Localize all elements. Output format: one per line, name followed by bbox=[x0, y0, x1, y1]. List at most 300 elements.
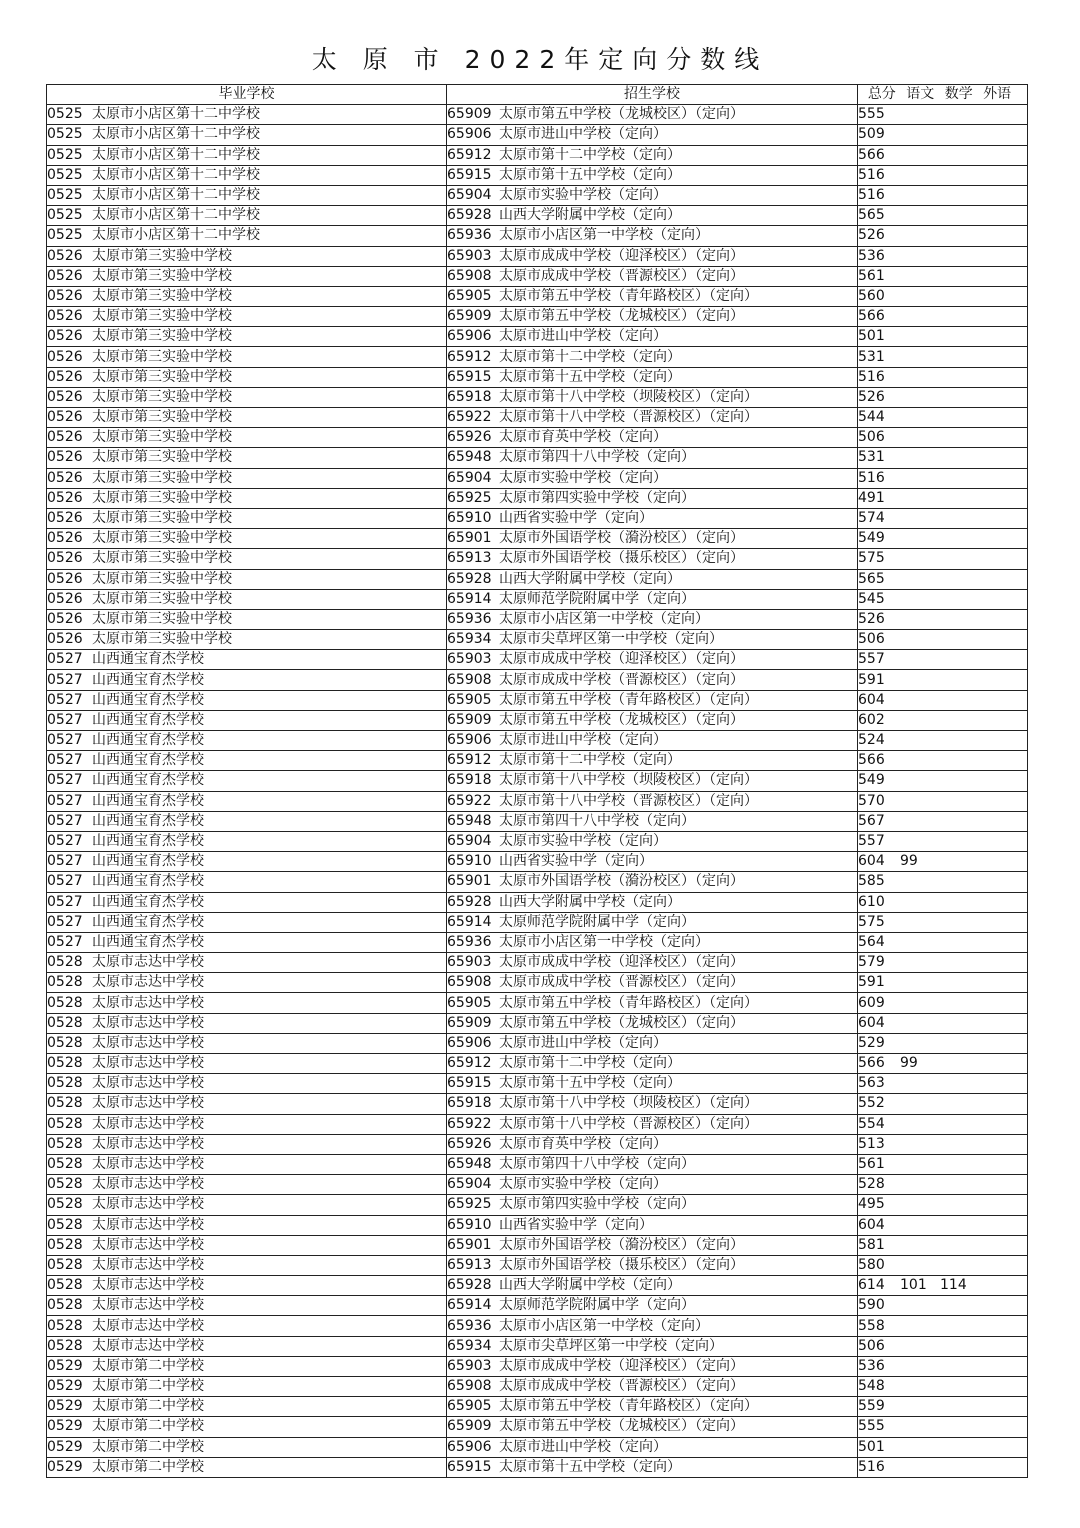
total-score: 559 bbox=[858, 1398, 885, 1415]
graduate-code: 0528 bbox=[47, 1277, 83, 1294]
table-row bbox=[47, 428, 1028, 448]
admit-school-cell bbox=[447, 508, 858, 528]
table-row bbox=[47, 1175, 1028, 1195]
admit-name: 太原市第四十八中学校（定向） bbox=[499, 449, 695, 466]
admit-school-cell bbox=[447, 751, 858, 771]
admit-school-cell bbox=[447, 811, 858, 831]
score-cell bbox=[858, 932, 1028, 952]
admit-school-cell bbox=[447, 1134, 858, 1154]
admit-name: 太原市进山中学校（定向） bbox=[499, 732, 667, 749]
admit-school-cell bbox=[447, 327, 858, 347]
graduate-code: 0528 bbox=[47, 1256, 83, 1273]
admit-school-cell bbox=[447, 1377, 858, 1397]
graduate-code: 0528 bbox=[47, 1055, 83, 1072]
admit-school-cell bbox=[447, 145, 858, 165]
graduate-code: 0526 bbox=[47, 449, 83, 466]
graduate-name: 太原市志达中学校 bbox=[92, 1277, 204, 1294]
score-cell bbox=[858, 569, 1028, 589]
total-score: 561 bbox=[858, 267, 885, 284]
admit-name: 太原市成成中学校（晋源校区）（定向） bbox=[499, 267, 744, 284]
admit-name: 太原市第十八中学校（坝陵校区）（定向） bbox=[499, 772, 758, 789]
graduate-name: 山西通宝育杰学校 bbox=[92, 792, 204, 809]
graduate-name: 太原市第三实验中学校 bbox=[92, 570, 232, 587]
admit-school-cell bbox=[447, 892, 858, 912]
admit-name: 太原市第十二中学校（定向） bbox=[499, 348, 681, 365]
graduate-code: 0527 bbox=[47, 732, 83, 749]
chinese-score: 99 bbox=[900, 1055, 918, 1072]
total-score: 506 bbox=[858, 1337, 885, 1354]
graduate-school-cell bbox=[47, 1417, 447, 1437]
graduate-name: 太原市小店区第十二中学校 bbox=[92, 146, 260, 163]
admit-school-cell bbox=[447, 488, 858, 508]
graduate-code: 0526 bbox=[47, 469, 83, 486]
score-cell bbox=[858, 1215, 1028, 1235]
admit-school-cell bbox=[447, 932, 858, 952]
admit-code: 65913 bbox=[447, 550, 492, 567]
graduate-school-cell bbox=[47, 549, 447, 569]
admit-name: 太原市第五中学校（龙城校区）（定向） bbox=[499, 711, 744, 728]
admit-code: 65906 bbox=[447, 126, 492, 143]
admit-code: 65912 bbox=[447, 752, 492, 769]
admit-school-cell bbox=[447, 1336, 858, 1356]
graduate-code: 0526 bbox=[47, 530, 83, 547]
graduate-school-cell bbox=[47, 1033, 447, 1053]
table-row bbox=[47, 993, 1028, 1013]
total-score: 516 bbox=[858, 368, 885, 385]
graduate-name: 太原市志达中学校 bbox=[92, 1115, 204, 1132]
admit-school-cell bbox=[447, 226, 858, 246]
total-score: 591 bbox=[858, 974, 885, 991]
admit-school-cell bbox=[447, 1195, 858, 1215]
graduate-name: 太原市志达中学校 bbox=[92, 954, 204, 971]
score-cell bbox=[858, 973, 1028, 993]
graduate-code: 0525 bbox=[47, 207, 83, 224]
table-row bbox=[47, 872, 1028, 892]
table-row bbox=[47, 1397, 1028, 1417]
table-row bbox=[47, 125, 1028, 145]
admit-name: 太原市第五中学校（龙城校区）（定向） bbox=[499, 308, 744, 325]
graduate-name: 山西通宝育杰学校 bbox=[92, 772, 204, 789]
admit-school-cell bbox=[447, 1397, 858, 1417]
admit-school-cell bbox=[447, 246, 858, 266]
header-admit-school: 招生学校 bbox=[447, 85, 858, 105]
graduate-name: 太原市小店区第十二中学校 bbox=[92, 126, 260, 143]
graduate-school-cell bbox=[47, 872, 447, 892]
graduate-code: 0528 bbox=[47, 1236, 83, 1253]
graduate-name: 太原市志达中学校 bbox=[92, 1055, 204, 1072]
graduate-name: 太原市第三实验中学校 bbox=[92, 590, 232, 607]
score-cell bbox=[858, 1417, 1028, 1437]
score-cell bbox=[858, 105, 1028, 125]
graduate-school-cell bbox=[47, 468, 447, 488]
graduate-name: 太原市第三实验中学校 bbox=[92, 469, 232, 486]
total-score: 565 bbox=[858, 207, 885, 224]
score-cell bbox=[858, 387, 1028, 407]
admit-name: 太原市第四十八中学校（定向） bbox=[499, 1156, 695, 1173]
graduate-name: 太原市志达中学校 bbox=[92, 1317, 204, 1334]
admit-school-cell bbox=[447, 428, 858, 448]
table-row bbox=[47, 246, 1028, 266]
total-score: 554 bbox=[858, 1115, 885, 1132]
admit-code: 65948 bbox=[447, 449, 492, 466]
admit-name: 太原市小店区第一中学校（定向） bbox=[499, 610, 709, 627]
admit-code: 65910 bbox=[447, 853, 492, 870]
score-cell bbox=[858, 609, 1028, 629]
graduate-code: 0525 bbox=[47, 166, 83, 183]
total-score: 501 bbox=[858, 1438, 885, 1455]
graduate-code: 0526 bbox=[47, 550, 83, 567]
total-score: 501 bbox=[858, 328, 885, 345]
score-cell bbox=[858, 630, 1028, 650]
admit-school-cell bbox=[447, 1033, 858, 1053]
admit-name: 太原市第五中学校（青年路校区）（定向） bbox=[499, 994, 758, 1011]
admit-code: 65936 bbox=[447, 1317, 492, 1334]
total-score: 558 bbox=[858, 1317, 885, 1334]
graduate-school-cell bbox=[47, 1215, 447, 1235]
score-cell bbox=[858, 791, 1028, 811]
score-cell bbox=[858, 508, 1028, 528]
admit-code: 65915 bbox=[447, 1075, 492, 1092]
graduate-school-cell bbox=[47, 1457, 447, 1477]
admit-code: 65928 bbox=[447, 207, 492, 224]
total-score: 574 bbox=[858, 510, 885, 527]
admit-code: 65901 bbox=[447, 873, 492, 890]
admit-name: 太原市第五中学校（龙城校区）（定向） bbox=[499, 1418, 744, 1435]
table-row bbox=[47, 347, 1028, 367]
table-row bbox=[47, 1457, 1028, 1477]
graduate-name: 太原市志达中学校 bbox=[92, 1156, 204, 1173]
graduate-school-cell bbox=[47, 1235, 447, 1255]
admit-name: 太原市成成中学校（晋源校区）（定向） bbox=[499, 974, 744, 991]
admit-code: 65925 bbox=[447, 489, 492, 506]
graduate-name: 太原市志达中学校 bbox=[92, 1297, 204, 1314]
admit-code: 65928 bbox=[447, 1277, 492, 1294]
score-cell bbox=[858, 731, 1028, 751]
admit-code: 65906 bbox=[447, 1034, 492, 1051]
admit-code: 65908 bbox=[447, 1378, 492, 1395]
graduate-code: 0525 bbox=[47, 106, 83, 123]
graduate-name: 太原市第三实验中学校 bbox=[92, 631, 232, 648]
graduate-school-cell bbox=[47, 650, 447, 670]
table-row bbox=[47, 1417, 1028, 1437]
admit-code: 65906 bbox=[447, 732, 492, 749]
admit-code: 65936 bbox=[447, 227, 492, 244]
table-row bbox=[47, 710, 1028, 730]
graduate-code: 0527 bbox=[47, 691, 83, 708]
total-score: 529 bbox=[858, 1034, 885, 1051]
total-score: 552 bbox=[858, 1095, 885, 1112]
graduate-name: 太原市第三实验中学校 bbox=[92, 308, 232, 325]
total-score: 591 bbox=[858, 671, 885, 688]
graduate-code: 0526 bbox=[47, 409, 83, 426]
graduate-school-cell bbox=[47, 912, 447, 932]
admit-name: 太原市第十五中学校（定向） bbox=[499, 368, 681, 385]
graduate-school-cell bbox=[47, 932, 447, 952]
graduate-code: 0526 bbox=[47, 348, 83, 365]
total-score: 524 bbox=[858, 732, 885, 749]
score-cell bbox=[858, 1154, 1028, 1174]
admit-name: 太原市外国语学校（摄乐校区）（定向） bbox=[499, 550, 744, 567]
graduate-name: 太原市第三实验中学校 bbox=[92, 368, 232, 385]
graduate-name: 山西通宝育杰学校 bbox=[92, 873, 204, 890]
graduate-code: 0528 bbox=[47, 1337, 83, 1354]
table-row bbox=[47, 448, 1028, 468]
score-cell bbox=[858, 1397, 1028, 1417]
admit-code: 65936 bbox=[447, 933, 492, 950]
admit-school-cell bbox=[447, 347, 858, 367]
graduate-code: 0527 bbox=[47, 893, 83, 910]
admit-name: 太原市小店区第一中学校（定向） bbox=[499, 933, 709, 950]
admit-school-cell bbox=[447, 690, 858, 710]
table-row bbox=[47, 145, 1028, 165]
table-row bbox=[47, 408, 1028, 428]
admit-code: 65910 bbox=[447, 1216, 492, 1233]
total-score: 557 bbox=[858, 833, 885, 850]
graduate-code: 0527 bbox=[47, 833, 83, 850]
graduate-school-cell bbox=[47, 852, 447, 872]
table-row bbox=[47, 1094, 1028, 1114]
graduate-name: 太原市第二中学校 bbox=[92, 1357, 204, 1374]
total-score: 544 bbox=[858, 409, 885, 426]
graduate-name: 太原市小店区第十二中学校 bbox=[92, 106, 260, 123]
admit-school-cell bbox=[447, 1417, 858, 1437]
admit-name: 太原市成成中学校（迎泽校区）（定向） bbox=[499, 954, 744, 971]
admit-code: 65918 bbox=[447, 772, 492, 789]
admit-code: 65928 bbox=[447, 893, 492, 910]
admit-school-cell bbox=[447, 165, 858, 185]
total-score: 570 bbox=[858, 792, 885, 809]
admit-school-cell bbox=[447, 630, 858, 650]
graduate-school-cell bbox=[47, 1377, 447, 1397]
admit-code: 65913 bbox=[447, 1256, 492, 1273]
graduate-name: 太原市志达中学校 bbox=[92, 1034, 204, 1051]
graduate-school-cell bbox=[47, 125, 447, 145]
table-row bbox=[47, 468, 1028, 488]
table-row bbox=[47, 206, 1028, 226]
score-cell bbox=[858, 125, 1028, 145]
score-cell bbox=[858, 307, 1028, 327]
admit-name: 太原市第十五中学校（定向） bbox=[499, 166, 681, 183]
graduate-name: 山西通宝育杰学校 bbox=[92, 893, 204, 910]
graduate-school-cell bbox=[47, 771, 447, 791]
admit-code: 65904 bbox=[447, 1176, 492, 1193]
total-score: 604 bbox=[858, 853, 885, 870]
admit-name: 太原市进山中学校（定向） bbox=[499, 126, 667, 143]
table-row bbox=[47, 973, 1028, 993]
score-cell bbox=[858, 751, 1028, 771]
graduate-code: 0527 bbox=[47, 933, 83, 950]
page-title: 太 原 市 2022年定向分数线 bbox=[311, 45, 769, 74]
graduate-code: 0526 bbox=[47, 631, 83, 648]
table-row bbox=[47, 1033, 1028, 1053]
admit-school-cell bbox=[447, 125, 858, 145]
graduate-code: 0529 bbox=[47, 1398, 83, 1415]
score-cell bbox=[858, 710, 1028, 730]
admit-code: 65912 bbox=[447, 348, 492, 365]
table-row bbox=[47, 912, 1028, 932]
admit-code: 65909 bbox=[447, 1418, 492, 1435]
admit-code: 65901 bbox=[447, 1236, 492, 1253]
score-cell bbox=[858, 448, 1028, 468]
total-score: 566 bbox=[858, 146, 885, 163]
admit-code: 65901 bbox=[447, 530, 492, 547]
score-cell bbox=[858, 589, 1028, 609]
graduate-code: 0526 bbox=[47, 570, 83, 587]
admit-code: 65905 bbox=[447, 287, 492, 304]
table-header-row bbox=[47, 85, 1028, 105]
total-score: 555 bbox=[858, 1418, 885, 1435]
graduate-school-cell bbox=[47, 408, 447, 428]
admit-name: 太原市第四十八中学校（定向） bbox=[499, 812, 695, 829]
graduate-school-cell bbox=[47, 1276, 447, 1296]
admit-school-cell bbox=[447, 589, 858, 609]
score-cell bbox=[858, 226, 1028, 246]
graduate-name: 太原市第二中学校 bbox=[92, 1438, 204, 1455]
graduate-code: 0528 bbox=[47, 1034, 83, 1051]
total-score: 585 bbox=[858, 873, 885, 890]
table-row bbox=[47, 1054, 1028, 1074]
graduate-name: 太原市志达中学校 bbox=[92, 1236, 204, 1253]
admit-code: 65905 bbox=[447, 994, 492, 1011]
graduate-name: 太原市第三实验中学校 bbox=[92, 489, 232, 506]
graduate-name: 太原市志达中学校 bbox=[92, 1014, 204, 1031]
total-score: 506 bbox=[858, 429, 885, 446]
admit-name: 太原市第十八中学校（晋源校区）（定向） bbox=[499, 1115, 758, 1132]
graduate-code: 0526 bbox=[47, 308, 83, 325]
graduate-school-cell bbox=[47, 953, 447, 973]
admit-code: 65934 bbox=[447, 1337, 492, 1354]
admit-code: 65928 bbox=[447, 570, 492, 587]
admit-name: 太原市成成中学校（晋源校区）（定向） bbox=[499, 1378, 744, 1395]
graduate-code: 0526 bbox=[47, 388, 83, 405]
admit-code: 65926 bbox=[447, 429, 492, 446]
table-row bbox=[47, 650, 1028, 670]
graduate-name: 太原市第三实验中学校 bbox=[92, 550, 232, 567]
graduate-code: 0528 bbox=[47, 1075, 83, 1092]
score-cell bbox=[858, 206, 1028, 226]
graduate-name: 太原市小店区第十二中学校 bbox=[92, 227, 260, 244]
admit-school-cell bbox=[447, 286, 858, 306]
math-score: 114 bbox=[940, 1277, 967, 1294]
admit-name: 山西大学附属中学校（定向） bbox=[499, 570, 681, 587]
admit-code: 65918 bbox=[447, 388, 492, 405]
graduate-code: 0526 bbox=[47, 510, 83, 527]
score-cell bbox=[858, 549, 1028, 569]
table-row bbox=[47, 1437, 1028, 1457]
table-row bbox=[47, 286, 1028, 306]
score-cell bbox=[858, 831, 1028, 851]
admit-name: 太原市外国语学校（漪汾校区）（定向） bbox=[499, 530, 744, 547]
admit-name: 太原市外国语学校（漪汾校区）（定向） bbox=[499, 1236, 744, 1253]
table-row bbox=[47, 1296, 1028, 1316]
admit-school-cell bbox=[447, 529, 858, 549]
total-score: 557 bbox=[858, 651, 885, 668]
graduate-name: 山西通宝育杰学校 bbox=[92, 913, 204, 930]
graduate-name: 太原市第三实验中学校 bbox=[92, 429, 232, 446]
score-cell bbox=[858, 1074, 1028, 1094]
graduate-school-cell bbox=[47, 892, 447, 912]
admit-name: 太原市外国语学校（漪汾校区）（定向） bbox=[499, 873, 744, 890]
admit-school-cell bbox=[447, 872, 858, 892]
admit-name: 太原市实验中学校（定向） bbox=[499, 1176, 667, 1193]
score-cell bbox=[858, 145, 1028, 165]
admit-name: 山西省实验中学（定向） bbox=[499, 1216, 653, 1233]
admit-school-cell bbox=[447, 307, 858, 327]
score-cell bbox=[858, 1175, 1028, 1195]
admit-school-cell bbox=[447, 650, 858, 670]
graduate-code: 0525 bbox=[47, 187, 83, 204]
table-row bbox=[47, 831, 1028, 851]
admit-school-cell bbox=[447, 609, 858, 629]
admit-name: 太原市成成中学校（迎泽校区）（定向） bbox=[499, 651, 744, 668]
admit-school-cell bbox=[447, 105, 858, 125]
admit-name: 太原师范学院附属中学（定向） bbox=[499, 590, 695, 607]
score-cell bbox=[858, 286, 1028, 306]
admit-name: 太原市成成中学校（晋源校区）（定向） bbox=[499, 671, 744, 688]
admit-school-cell bbox=[447, 710, 858, 730]
table-row bbox=[47, 1074, 1028, 1094]
graduate-code: 0528 bbox=[47, 1297, 83, 1314]
total-score: 526 bbox=[858, 227, 885, 244]
admit-school-cell bbox=[447, 852, 858, 872]
graduate-school-cell bbox=[47, 387, 447, 407]
admit-code: 65918 bbox=[447, 1095, 492, 1112]
score-cell bbox=[858, 872, 1028, 892]
admit-code: 65908 bbox=[447, 671, 492, 688]
total-score: 536 bbox=[858, 247, 885, 264]
graduate-school-cell bbox=[47, 246, 447, 266]
graduate-name: 太原市第三实验中学校 bbox=[92, 287, 232, 304]
table-row bbox=[47, 1255, 1028, 1275]
table-row bbox=[47, 932, 1028, 952]
total-score: 565 bbox=[858, 570, 885, 587]
admit-code: 65909 bbox=[447, 711, 492, 728]
graduate-name: 山西通宝育杰学校 bbox=[92, 651, 204, 668]
table-row bbox=[47, 226, 1028, 246]
header-scores bbox=[858, 85, 1028, 105]
total-score: 516 bbox=[858, 166, 885, 183]
score-cell bbox=[858, 246, 1028, 266]
admit-code: 65934 bbox=[447, 631, 492, 648]
graduate-name: 山西通宝育杰学校 bbox=[92, 752, 204, 769]
graduate-school-cell bbox=[47, 286, 447, 306]
score-cell bbox=[858, 468, 1028, 488]
graduate-name: 太原市小店区第十二中学校 bbox=[92, 187, 260, 204]
graduate-code: 0529 bbox=[47, 1458, 83, 1475]
admit-code: 65922 bbox=[447, 1115, 492, 1132]
admit-code: 65906 bbox=[447, 328, 492, 345]
score-cell bbox=[858, 1235, 1028, 1255]
score-cell bbox=[858, 367, 1028, 387]
graduate-name: 太原市志达中学校 bbox=[92, 1135, 204, 1152]
total-score: 531 bbox=[858, 449, 885, 466]
total-score: 528 bbox=[858, 1176, 885, 1193]
graduate-code: 0525 bbox=[47, 126, 83, 143]
admit-school-cell bbox=[447, 549, 858, 569]
score-cell bbox=[858, 650, 1028, 670]
graduate-school-cell bbox=[47, 1336, 447, 1356]
admit-code: 65912 bbox=[447, 1055, 492, 1072]
graduate-name: 太原市第三实验中学校 bbox=[92, 530, 232, 547]
admit-name: 太原市成成中学校（迎泽校区）（定向） bbox=[499, 1357, 744, 1374]
graduate-code: 0526 bbox=[47, 429, 83, 446]
total-score: 566 bbox=[858, 308, 885, 325]
admit-name: 太原市尖草坪区第一中学校（定向） bbox=[499, 1337, 723, 1354]
table-row bbox=[47, 731, 1028, 751]
table-row bbox=[47, 670, 1028, 690]
total-score: 575 bbox=[858, 550, 885, 567]
header-total: 总分 bbox=[867, 86, 896, 103]
